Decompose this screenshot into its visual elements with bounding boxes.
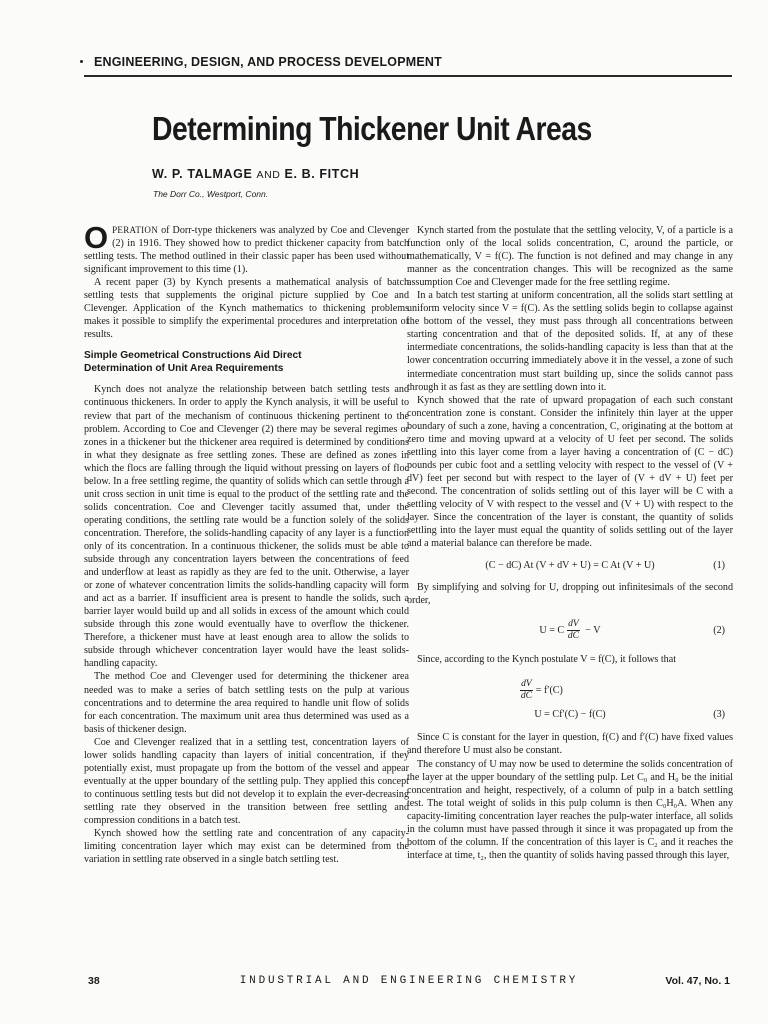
equation-body: U = Cf′(C) − f(C) xyxy=(534,709,606,721)
paragraph: A recent paper (3) by Kynch presents a mathematical analysis of batch settling tests that supplements the original picture supplied by Coe and Clevenger. Application of the Kynch mathematics to thickening problems makes it possible to simplify the experimental procedures and interpretation of results. xyxy=(84,277,409,341)
author-1: W. P. TALMAGE xyxy=(152,167,253,181)
paragraph: Kynch started from the postulate that the settling velocity, V, of a particle is a function only of the local solids concentration, C, around the particle, or mathematically, V = f(C). The function is not defined and may change in any manner as the concentration changes. This will be recognized as the same assumption Coe and Clevenger made for the free settling regime. xyxy=(407,225,733,289)
header-rule xyxy=(84,75,732,77)
drop-cap: O xyxy=(84,220,109,255)
equation-3-derivative xyxy=(407,678,733,702)
fraction-numerator: dV xyxy=(568,618,579,629)
fraction-denominator: dC xyxy=(567,630,579,641)
paragraph: Since, according to the Kynch postulate V = f(C), it follows that xyxy=(417,654,677,666)
paragraph: The constancy of U may now be used to determine the solids concentration of the layer at the upper boundary of the settling pulp. Let C₀ and H₀ be the initial concentration and height, respectively, of a column of pulp in a batch settling test. The total weight of solids in this pulp column is then C₀H₀A. When any capacity-limiting concentration layer reaches the pulp-water interface, all solids in the column must have passed through it since it was propagated up from the bottom of the column. If the concentration of this layer is C₂ and it reaches the interface at time, t₂, then the quantity of solids having passed through this layer, xyxy=(407,758,733,861)
paragraph: In a batch test starting at uniform concentration, all the solids start settling at uniform velocity since V = f(C). As the settling solids begin to collapse against the bottom of the vessel, they must pass through all concentrations between starting concentration and that of the deposited solids. If, at any of these intermediate concentrations, the solids-handling capacity is less than that at the lower concentration occurring immediately above it in the vessel, a zone of such intermediate concentration must start building up, since the solids cannot pass through it as fast as they are settling down into it. xyxy=(407,290,733,393)
equation-2 xyxy=(407,618,733,642)
equation-lhs: U = C xyxy=(539,624,565,636)
equation-number: (2) xyxy=(713,624,725,636)
authors xyxy=(152,167,359,181)
volume-issue: Vol. 47, No. 1 xyxy=(665,975,730,987)
subheading-line: Simple Geometrical Constructions Aid Direct xyxy=(84,350,302,362)
paragraph: Since C is constant for the layer in question, f(C) and f′(C) have fixed values and therefore U must also be constant. xyxy=(407,732,733,757)
article-title: Determining Thickener Unit Areas xyxy=(152,110,592,147)
paragraph: Coe and Clevenger realized that in a settling test, concentration layers of lower solids handling capacity than layers of initial concentration, if they potentially exist, must propagate up from the bottom of the vessel and appear eventually at the upper boundary of the settling pulp. They applied this concept to continuous settling tests but did not develop it to explain the ever-decreasing settling rate they observed in the transition between free settling and compression conditions in a batch test. xyxy=(84,736,409,826)
right-column xyxy=(407,224,733,862)
page-footer xyxy=(84,975,734,989)
journal-name: INDUSTRIAL AND ENGINEERING CHEMISTRY xyxy=(239,975,579,987)
paragraph: By simplifying and solving for U, dropping out infinitesimals of the second order, xyxy=(407,582,733,607)
section-header: ENGINEERING, DESIGN, AND PROCESS DEVELOPMENT xyxy=(94,55,442,69)
equation-rhs: = f′(C) xyxy=(535,684,563,696)
equation-1 xyxy=(407,559,733,572)
decorative-dot xyxy=(80,60,83,63)
fraction xyxy=(520,679,533,702)
fraction-denominator: dC xyxy=(520,690,532,701)
equation-rhs: − V xyxy=(582,624,601,636)
equation-number: (1) xyxy=(713,560,725,572)
affiliation: The Dorr Co., Westport, Conn. xyxy=(153,189,269,199)
section-subheading xyxy=(84,350,409,375)
author-conjunction: AND xyxy=(256,169,281,181)
fraction-numerator: dV xyxy=(521,678,532,689)
intro-paragraph xyxy=(84,220,409,276)
paragraph: Kynch does not analyze the relationship between batch settling tests and continuous thickeners. In order to apply the Kynch analysis, it will be useful to review that part of the mechanism of continuous thickening pertinent to the problem. According to Coe and Clevenger (2) there may be several regimes or zones in a thickener but the thickener area required is determined by conditions in what they designate as free settling zones. These are defined as zones in which the flocs are falling through the liquid without pressing on layers of floc below. In a free settling regime, the quantity of solids which can settle through a unit cross section in unit time is equal to the product of the settling rate and the solids concentration. Coe and Clevenger tacitly assumed that, under the operating conditions, the settling rate would be a function solely of the solids concentration. Therefore, the solids-handling capacity of any layer is a function only of its concentration. In a continuous thickener, the solids must be able to subside through any concentration layers between the concentrations of feed and underflow at least as rapidly as they are fed to the unit. Otherwise, a layer or zone of whatever concentration limits the solids-handling capacity will form and act as a barrier. If insufficient area is present to handle the solids, such a barrier layer would build up and all solids in excess of the amount which could subside through this zone would eventually have to overflow the thickener. Therefore, a thickener must have at least enough area to allow the solids to subside through whichever concentration layer would have the least solids-handling capacity. xyxy=(84,384,409,670)
fraction xyxy=(567,619,580,642)
paragraph: Kynch showed that the rate of upward propagation of each such constant concentration zone is constant. Consider the infinitely thin layer at the upper boundary of such a zone, having a concentration, C, originating at the bottom at zero time and moving upward at a velocity of U feet per second. The solids settling into this layer come from a layer having a concentration of (C − dC) pounds per cubic foot and a settling velocity with respect to the vessel of (V + dV) feet per second but with respect to the layer of (V + dV + U) feet per second. The concentration of solids settling out of this layer will be C with a settling velocity of V with respect to the vessel and (V + U) with respect to the layer. Since the concentration of the layer is constant, the quantity of solids settling into the layer must equal the quantity of solids settling out of the layer and a material balance can therefore be made. xyxy=(407,394,733,550)
paragraph: The method Coe and Clevenger used for determining the thickener area needed was to make a series of batch settling tests on the pulp at various concentrations and to determine the area required to handle unit flow of solids for each concentration. The maximum unit area thus determined was used as a basis of thickener design. xyxy=(84,671,409,735)
author-2: E. B. FITCH xyxy=(284,167,360,181)
equation-body: (C − dC) At (V + dV + U) = C At (V + U) xyxy=(485,560,655,572)
equation-3 xyxy=(407,708,733,721)
paragraph: Kynch showed how the settling rate and concentration of any capacity-limiting concentration layer which may exist can be determined from the variation in settling rate observed in a single batch settling test. xyxy=(84,828,409,866)
left-column xyxy=(84,220,409,866)
page-number: 38 xyxy=(88,975,100,987)
equation-number: (3) xyxy=(713,709,725,721)
subheading-line: Determination of Unit Area Requirements xyxy=(84,362,284,374)
lead-caps: PERATION xyxy=(112,225,159,235)
intro-text: of Dorr-type thickeners was analyzed by Coe and Clevenger (2) in 1916. They showed how to predict thickener capacity from batch settling tests. The method outlined in their classic paper has been used without significant improvement to this time (1). xyxy=(84,225,409,276)
